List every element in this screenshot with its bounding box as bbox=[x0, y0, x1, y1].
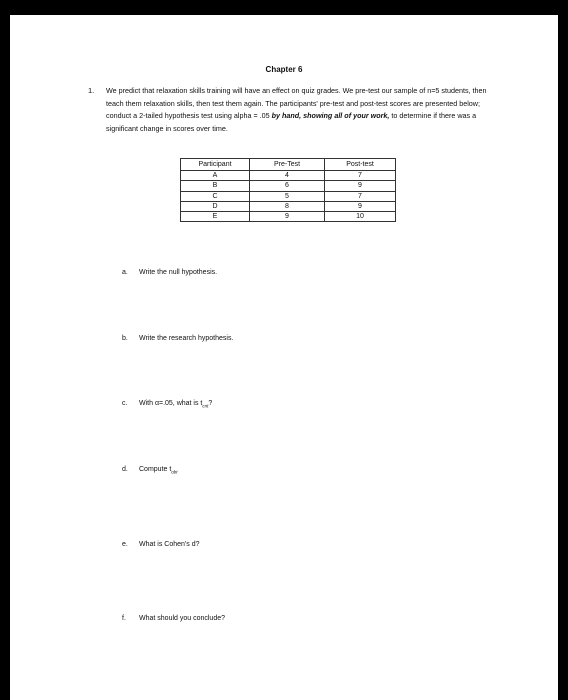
subquestion-label: e. bbox=[122, 541, 128, 548]
chapter-heading: Chapter 6 bbox=[265, 65, 303, 74]
subquestion-suffix: ? bbox=[208, 400, 213, 407]
subquestion-text: What is Cohen's d? bbox=[139, 541, 200, 548]
subquestion-label: a. bbox=[122, 269, 128, 276]
table-cell: 10 bbox=[325, 212, 396, 222]
subquestion-b bbox=[122, 335, 233, 342]
subquestion-text: Write the null hypothesis. bbox=[139, 269, 218, 276]
table-cell: 9 bbox=[325, 181, 396, 191]
question-text-part: to determine if there was a significant change in scores over time. bbox=[106, 111, 477, 133]
subquestion-d bbox=[122, 466, 178, 474]
subquestion-label: f. bbox=[122, 615, 126, 622]
table-cell: 8 bbox=[250, 201, 325, 211]
column-header: Pre-Test bbox=[250, 159, 325, 171]
column-header: Post-test bbox=[325, 159, 396, 171]
subscript: obt bbox=[171, 469, 178, 475]
table-row bbox=[181, 212, 396, 222]
table-cell: 5 bbox=[250, 191, 325, 201]
subquestion-c bbox=[122, 400, 212, 408]
table-header-row bbox=[181, 159, 396, 171]
scores-table bbox=[180, 158, 396, 222]
table-cell: 7 bbox=[325, 171, 396, 181]
subquestion-text: Write the research hypothesis. bbox=[139, 335, 234, 342]
table-cell: D bbox=[181, 201, 250, 211]
subquestion-f bbox=[122, 615, 225, 622]
subquestion-label: d. bbox=[122, 466, 128, 473]
table-cell: B bbox=[181, 181, 250, 191]
table-cell: 9 bbox=[325, 201, 396, 211]
table-cell: A bbox=[181, 171, 250, 181]
table-row bbox=[181, 201, 396, 211]
table-row bbox=[181, 191, 396, 201]
subquestion-text: With α=.05, what is t bbox=[139, 400, 203, 407]
table-row bbox=[181, 181, 396, 191]
table-cell: C bbox=[181, 191, 250, 201]
table-cell: 7 bbox=[325, 191, 396, 201]
table-cell: 9 bbox=[250, 212, 325, 222]
subquestion-text: What should you conclude? bbox=[139, 615, 225, 622]
table-row bbox=[181, 171, 396, 181]
subquestion-e bbox=[122, 541, 199, 548]
table-cell: E bbox=[181, 212, 250, 222]
question-text-emphasis: by hand, showing all of your work, bbox=[271, 111, 390, 120]
table-cell: 4 bbox=[250, 171, 325, 181]
subquestion-label: b. bbox=[122, 335, 128, 342]
column-header: Participant bbox=[181, 159, 250, 171]
subquestion-text: Compute t bbox=[139, 466, 172, 473]
table-cell: 6 bbox=[250, 181, 325, 191]
subscript: crit bbox=[202, 403, 209, 409]
question-text-part: We predict that relaxation skills training will have an effect on quiz grades. We pre-test our sample of n=5 students, then teach them relaxation skills, then test them again. The participants' pre-test and post-test scores are presented below; conduct a 2-tailed hypothesis test using alpha = .05 bbox=[106, 86, 487, 120]
subquestion-label: c. bbox=[122, 400, 128, 407]
question-number: 1. bbox=[88, 86, 95, 95]
document-page bbox=[10, 15, 558, 700]
subquestion-a bbox=[122, 269, 217, 276]
question-text bbox=[106, 85, 496, 135]
